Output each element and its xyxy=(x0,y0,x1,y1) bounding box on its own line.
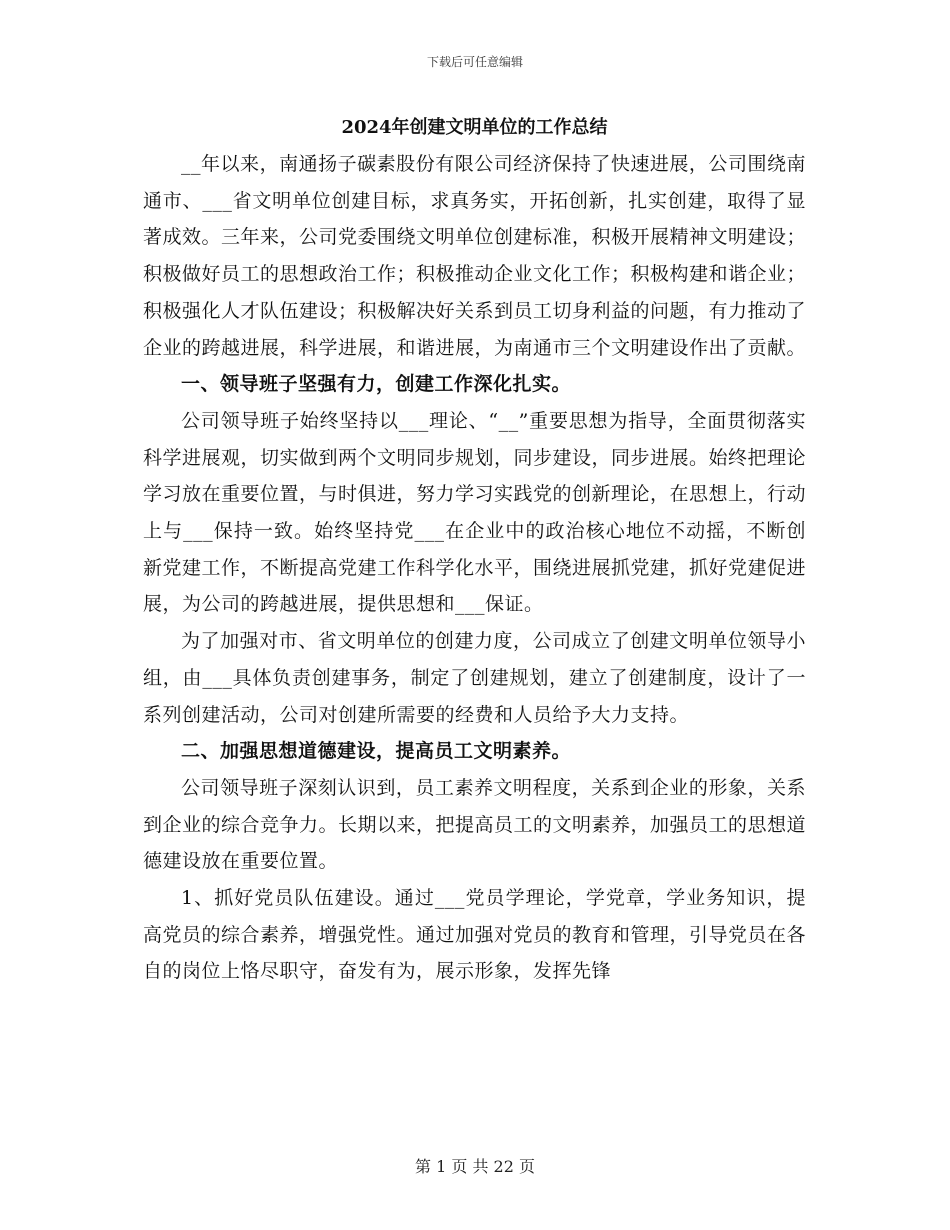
document-body xyxy=(143,110,806,990)
paragraph-intro: __年以来，南通扬子碳素股份有限公司经济保持了快速进展，公司围绕南通市、___省文明单位创建目标，求真务实，开拓创新，扎实创建，取得了显著成效。三年来，公司党委围绕文明单位创建标准，积极开展精神文明建设；积极做好员工的思想政治工作；积极推动企业文化工作；积极构建和谐企业；积极强化人才队伍建设；积极解决好关系到员工切身利益的问题，有力推动了企业的跨越进展，科学进展，和谐进展，为南通市三个文明建设作出了贡献。 xyxy=(143,153,807,359)
paragraph-party-members: 1、抓好党员队伍建设。通过___党员学理论，学党章，学业务知识，提高党员的综合素养，增强党性。通过加强对党员的教育和管理，引导党员在各自的岗位上恪尽职守，奋发有为，展示形象，发挥先锋 xyxy=(143,887,807,983)
paragraph-ethics: 公司领导班子深刻认识到，员工素养文明程度，关系到企业的形象，关系到企业的综合竞争力。长期以来，把提高员工的文明素养，加强员工的思想道德建设放在重要位置。 xyxy=(143,776,807,873)
document-title: 2024年创建文明单位的工作总结 xyxy=(341,117,608,138)
page-number: 第 1 页 共 22 页 xyxy=(415,1157,535,1176)
paragraph-leading-group: 为了加强对市、省文明单位的创建力度，公司成立了创建文明单位领导小组，由___具体负责创建事务，制定了创建规划，建立了创建制度，设计了一系列创建活动，公司对创建所需要的经费和人员给予大力支持。 xyxy=(143,630,806,726)
paragraph-leadership: 公司领导班子始终坚持以___理论、“__”重要思想为指导，全面贯彻落实科学进展观，切实做到两个文明同步规划，同步建设，同步进展。始终把理论学习放在重要位置，与时俱进，努力学习实践党的创新理论，在思想上，行动上与___保持一致。始终坚持党___在企业中的政治核心地位不动摇，不断创新党建工作，不断提高党建工作科学化水平，围绕进展抓党建，抓好党建促进展，为公司的跨越进展，提供思想和___保证。 xyxy=(143,409,807,616)
section-heading-1: 一、领导班子坚强有力，创建工作深化扎实。 xyxy=(181,373,572,396)
section-heading-2: 二、加强思想道德建设，提高员工文明素养。 xyxy=(181,740,572,763)
page-header: 下载后可任意编辑 xyxy=(426,55,523,69)
